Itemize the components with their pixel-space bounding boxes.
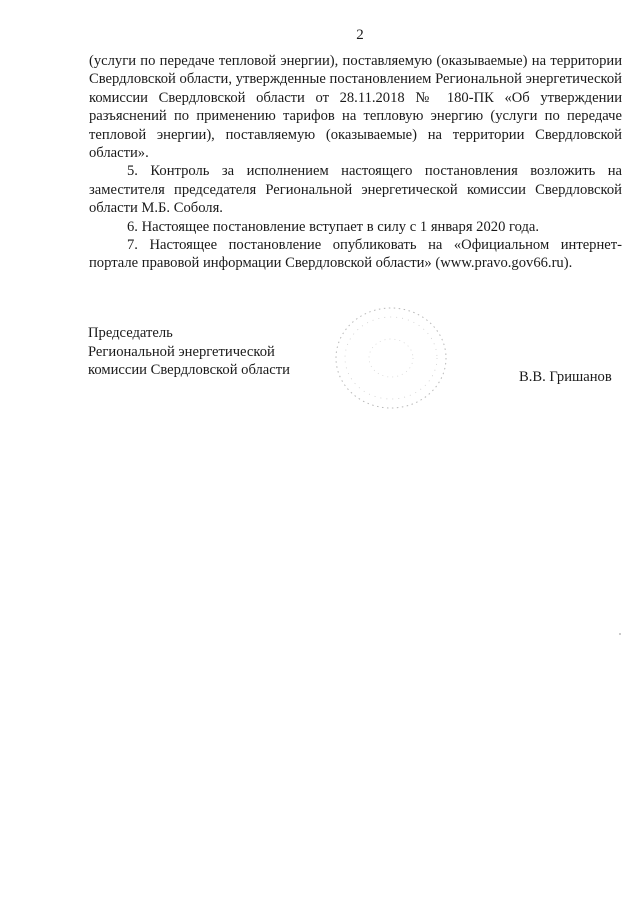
scan-speck	[619, 633, 621, 635]
signature-title-line: Региональной энергетической	[88, 343, 275, 360]
faint-seal-stamp	[330, 302, 452, 414]
document-body	[89, 52, 622, 273]
paragraph-continuation: (услуги по передаче тепловой энергии), поставляемую (оказываемые) на территории Свердловской области, утвержденные постановлением Региональной энергетической комиссии Свердловской области от 28.11.2018 № 180-ПК «Об утверждении разъяснений по применению тарифов на тепловую энергию (услуги по передаче тепловой энергии), поставляемую (оказываемые) на территории Свердловской области».	[89, 53, 622, 162]
signature-title-line: комиссии Свердловской области	[88, 362, 290, 379]
paragraph-item-7: 7. Настоящее постановление опубликовать на «Официальном интернет-портале правовой информации Свердловской области» (www.pravo.gov66.ru).	[89, 237, 622, 272]
page-number: 2	[356, 27, 364, 43]
signer-name: В.В. Гришанов	[519, 369, 612, 385]
signature-title	[88, 324, 290, 380]
signature-title-line: Председатель	[88, 325, 173, 341]
paragraph-item-6: 6. Настоящее постановление вступает в силу с 1 января 2020 года.	[127, 218, 540, 235]
paragraph-item-5: 5. Контроль за исполнением настоящего постановления возложить на заместителя председателя Региональной энергетической комиссии Свердловской области М.Б. Соболя.	[89, 163, 622, 217]
